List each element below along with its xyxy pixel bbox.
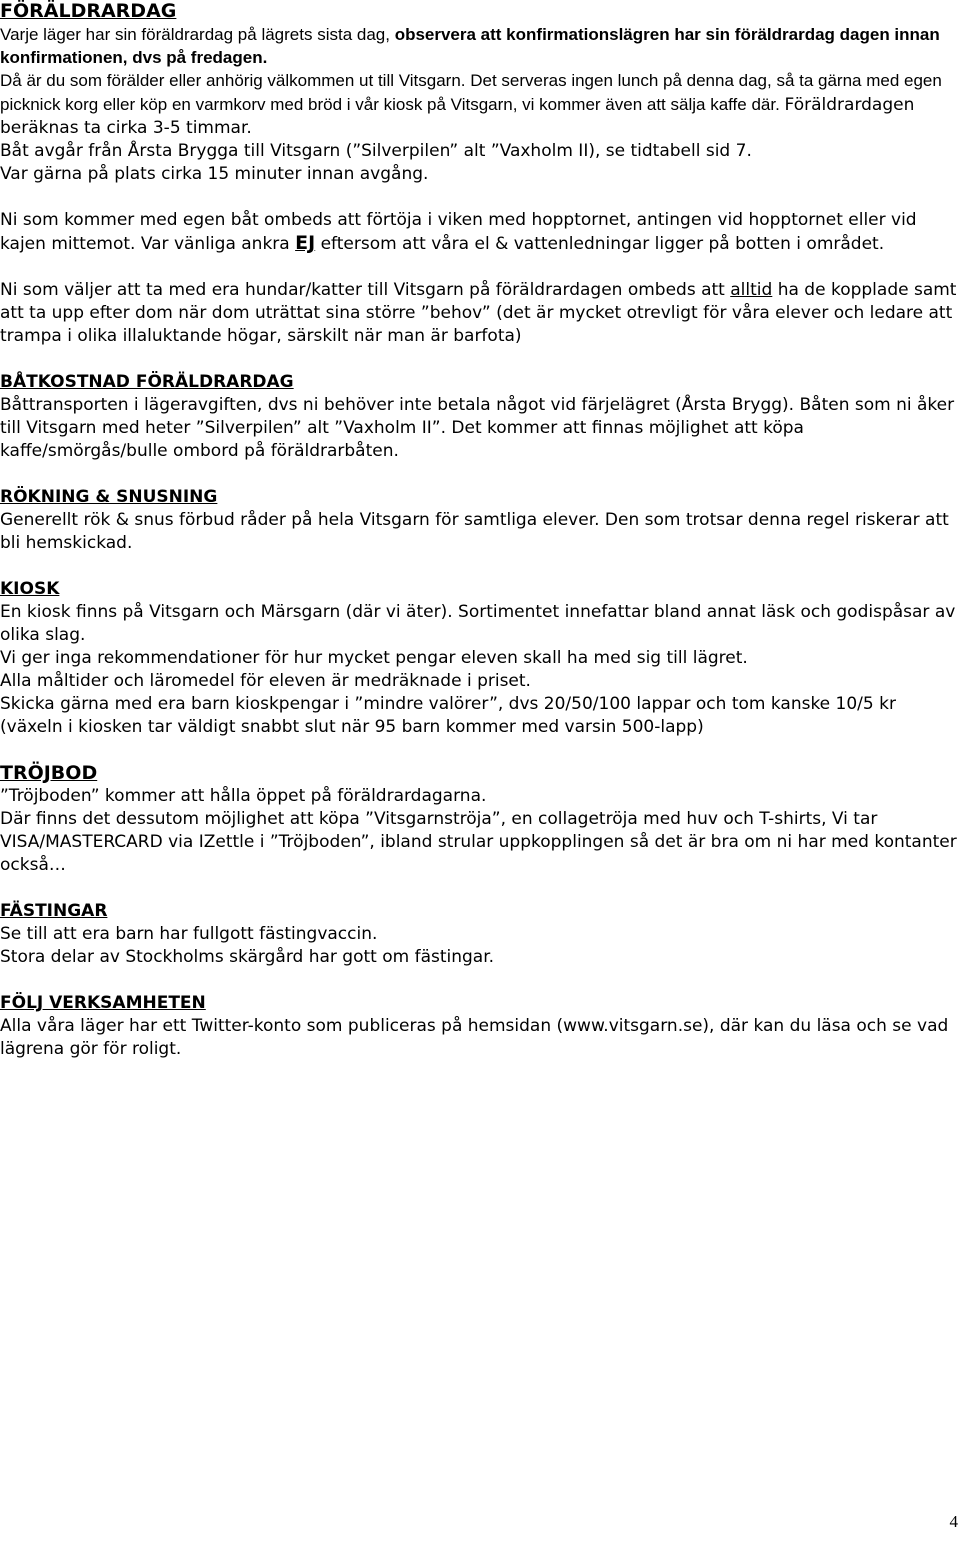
paragraph-arrive-early: Var gärna på plats cirka 15 minuter innan avgång. (0, 164, 429, 184)
text-segment: Ni som kommer med egen båt ombeds att förtöja i viken med hopptornet, antingen vid hopptornet eller vid kajen mittemot. Var vänliga ankra (0, 210, 917, 254)
text-segment-emphasis: EJ (295, 232, 316, 254)
paragraph-rokning: Generellt rök & snus förbud råder på hela Vitsgarn för samtliga elever. Den som trotsar denna regel riskerar att bli hemskickad. (0, 510, 949, 553)
text-segment: eftersom att våra el & vattenledningar ligger på botten i området. (315, 234, 885, 254)
page-number: 4 (949, 1512, 958, 1531)
paragraph-foraldrardag-intro (0, 23, 960, 69)
paragraph-trojbod-2: Där finns det dessutom möjlighet att köpa ”Vitsgarnströja”, en collagetröja med huv och T-shirts, Vi tar VISA/MASTERCARD via IZettle i ”Tröjboden”, ibland strular uppkopplingen så det är bra om ni har med kontanter också… (0, 809, 957, 875)
heading-kiosk: KIOSK (0, 579, 60, 599)
text-segment: ha de kopplade samt att ta upp efter dom när dom uträttat sina större ”behov” (det är mycket otrevligt för våra elever och ledare att trampa i olika illaluktande högar, särskilt när man är barfota) (0, 280, 957, 346)
paragraph-folj-verksamheten: Alla våra läger har ett Twitter-konto som publiceras på hemsidan (www.vitsgarn.se), där kan du läsa och se vad lägrena gör för roligt. (0, 1016, 949, 1059)
text-segment: Då är du som förälder eller anhörig välkommen ut till Vitsgarn. Det serveras ingen lunch på denna dag, så ta gärna med egen picknick korg eller köp en varmkorv med bröd i vår kiosk på Vitsgarn, vi kommer även att sälja kaffe där. (0, 71, 942, 114)
paragraph-boat-departure: Båt avgår från Årsta Brygga till Vitsgarn (”Silverpilen” alt ”Vaxholm II), se tidtabell sid 7. (0, 141, 752, 161)
heading-foraldrardag: FÖRÄLDRARDAG (0, 0, 177, 22)
paragraph-kiosk-3: Alla måltider och läromedel för eleven är medräknade i priset. (0, 671, 531, 691)
paragraph-batkostnad: Båttransporten i lägeravgiften, dvs ni behöver inte betala något vid färjelägret (Årsta Brygg). Båten som ni åker till Vitsgarn med heter ”Silverpilen” alt ”Vaxholm II”. Det kommer att finnas möjlighet att köpa kaffe/smörgås/bulle ombord på föräldrarbåten. (0, 395, 955, 461)
heading-fastingar: FÄSTINGAR (0, 901, 108, 921)
heading-trojbod: TRÖJBOD (0, 762, 98, 784)
paragraph-fastingar-2: Stora delar av Stockholms skärgård har gott om fästingar. (0, 947, 495, 967)
text-segment: Föräldrardagen beräknas ta cirka 3-5 timmar. (0, 95, 915, 138)
paragraph-trojbod-1: ”Tröjboden” kommer att hålla öppet på föräldrardagarna. (0, 786, 487, 806)
paragraph-kiosk-2: Vi ger inga rekommendationer för hur mycket pengar eleven skall ha med sig till lägret. (0, 648, 748, 668)
text-segment-underlined: alltid (730, 280, 773, 300)
heading-rokning: RÖKNING & SNUSNING (0, 487, 218, 507)
text-segment: Ni som väljer att ta med era hundar/katter till Vitsgarn på föräldrardagen ombeds att (0, 280, 731, 300)
paragraph-welcome (0, 69, 960, 140)
text-segment-bold: observera att konfirmationslägren har sin föräldrardag dagen innan konfirmationen, dvs på fredagen. (0, 25, 940, 67)
paragraph-kiosk-4: Skicka gärna med era barn kioskpengar i ”mindre valörer”, dvs 20/50/100 lappar och tom kanske 10/5 kr (växeln i kiosken tar väldigt snabbt slut när 95 barn kommer med varsin 500-lapp) (0, 694, 896, 737)
text-segment: Varje läger har sin föräldrardag på lägrets sista dag, (0, 25, 395, 44)
heading-batkostnad: BÅTKOSTNAD FÖRÄLDRARDAG (0, 372, 294, 392)
paragraph-kiosk-1: En kiosk finns på Vitsgarn och Märsgarn (där vi äter). Sortimentet innefattar bland annat läsk och godispåsar av olika slag. (0, 602, 956, 645)
heading-folj-verksamheten: FÖLJ VERKSAMHETEN (0, 993, 206, 1013)
paragraph-fastingar-1: Se till att era barn har fullgott fästingvaccin. (0, 924, 378, 944)
paragraph-own-boat (0, 209, 960, 256)
paragraph-pets (0, 279, 960, 348)
